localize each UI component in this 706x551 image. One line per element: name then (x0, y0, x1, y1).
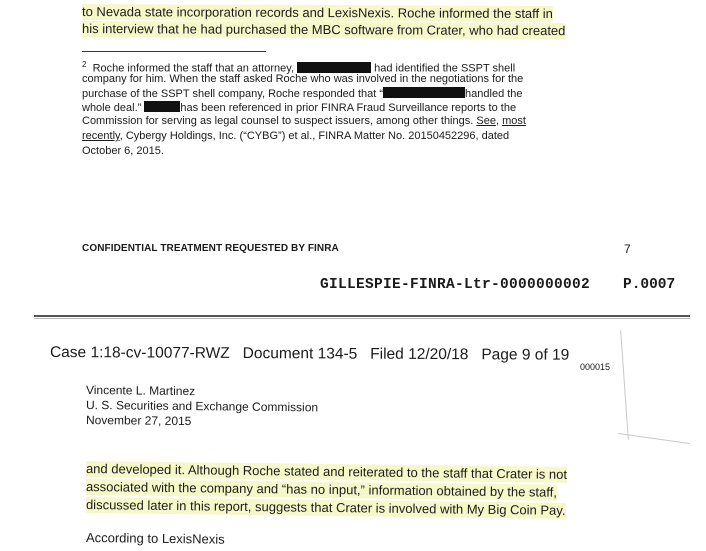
footnote-line (82, 130, 509, 144)
footnote-text: whole deal.” (82, 102, 142, 114)
fax-page-number: P.0007 (623, 277, 676, 293)
filed-date: Filed 12/20/18 (370, 345, 469, 364)
footnote-text: handled the (465, 88, 523, 100)
case-number: Case 1:18-cv-10077-RWZ (49, 344, 230, 362)
footnote-marker: 2 (82, 60, 87, 69)
body-line: to Nevada state incorporation records and LexisNexis. Roche informed the staff in (81, 4, 553, 22)
body-line: associated with the company and “has no input,” information obtained by the staff, (85, 479, 558, 500)
confidential-footer: CONFIDENTIAL TREATMENT REQUESTED BY FINRA (82, 243, 339, 254)
body-line: and developed it. Although Roche stated and reiterated to the staff that Crater is not (85, 461, 568, 482)
most-recently-text: recently (82, 130, 120, 142)
bates-number: GILLESPIE-FINRA-Ltr-0000000002 (320, 277, 591, 293)
body-line: his interview that he had purchased the MBC software from Crater, who had created (81, 21, 566, 39)
body-line: discussed later in this report, suggests that Crater is involved with My Big Coin Pay. (85, 497, 566, 518)
recipient-org: U. S. Securities and Exchange Commission (85, 398, 319, 415)
footnote-line: Commission for serving as legal counsel to suspect issuers, among other things. See, most (82, 115, 526, 127)
footnote-text: purchase of the SSPT shell company, Roche responded that “ (82, 88, 384, 100)
footnote-line: October 6, 2015. (82, 145, 164, 157)
redaction-box (297, 62, 371, 73)
footnote-rule (82, 51, 266, 52)
see-link: See (476, 115, 496, 127)
footnote-line (82, 101, 516, 116)
scan-artifact (618, 433, 689, 444)
footnote-text: has been referenced in prior FINRA Fraud Surveillance reports to the (180, 102, 517, 114)
case-header (50, 344, 569, 365)
page-number: 7 (624, 242, 631, 256)
footnote-text: , Cybergy Holdings, Inc. (“CYBG”) et al., FINRA Matter No. 20150452296, dated (119, 130, 510, 142)
redaction-box (383, 87, 465, 98)
document-number: Document 134-5 (242, 345, 358, 363)
footnote-text: Commission for serving as legal counsel to suspect issuers, among other things. (82, 115, 474, 127)
stamp-number: 000015 (580, 362, 611, 372)
letter-date: November 27, 2015 (85, 413, 192, 429)
footnote-line: company for him. When the staff asked Roche who was involved in the negotiations for the (82, 73, 524, 85)
page-divider-shadow (34, 318, 690, 319)
most-recently-text: most (502, 115, 526, 127)
footnote-line (82, 87, 523, 102)
page-divider (34, 315, 690, 317)
footnote-text: Roche informed the staff that an attorney, (92, 62, 294, 75)
cut-off-line: According to LexisNexis (85, 530, 225, 547)
recipient-name: Vincente L. Martinez (85, 383, 196, 399)
footnote-text: had identified the SSPT shell (374, 62, 516, 75)
page-of: Page 9 of 19 (481, 346, 570, 364)
scan-artifact (620, 330, 629, 440)
redaction-box (144, 101, 180, 112)
